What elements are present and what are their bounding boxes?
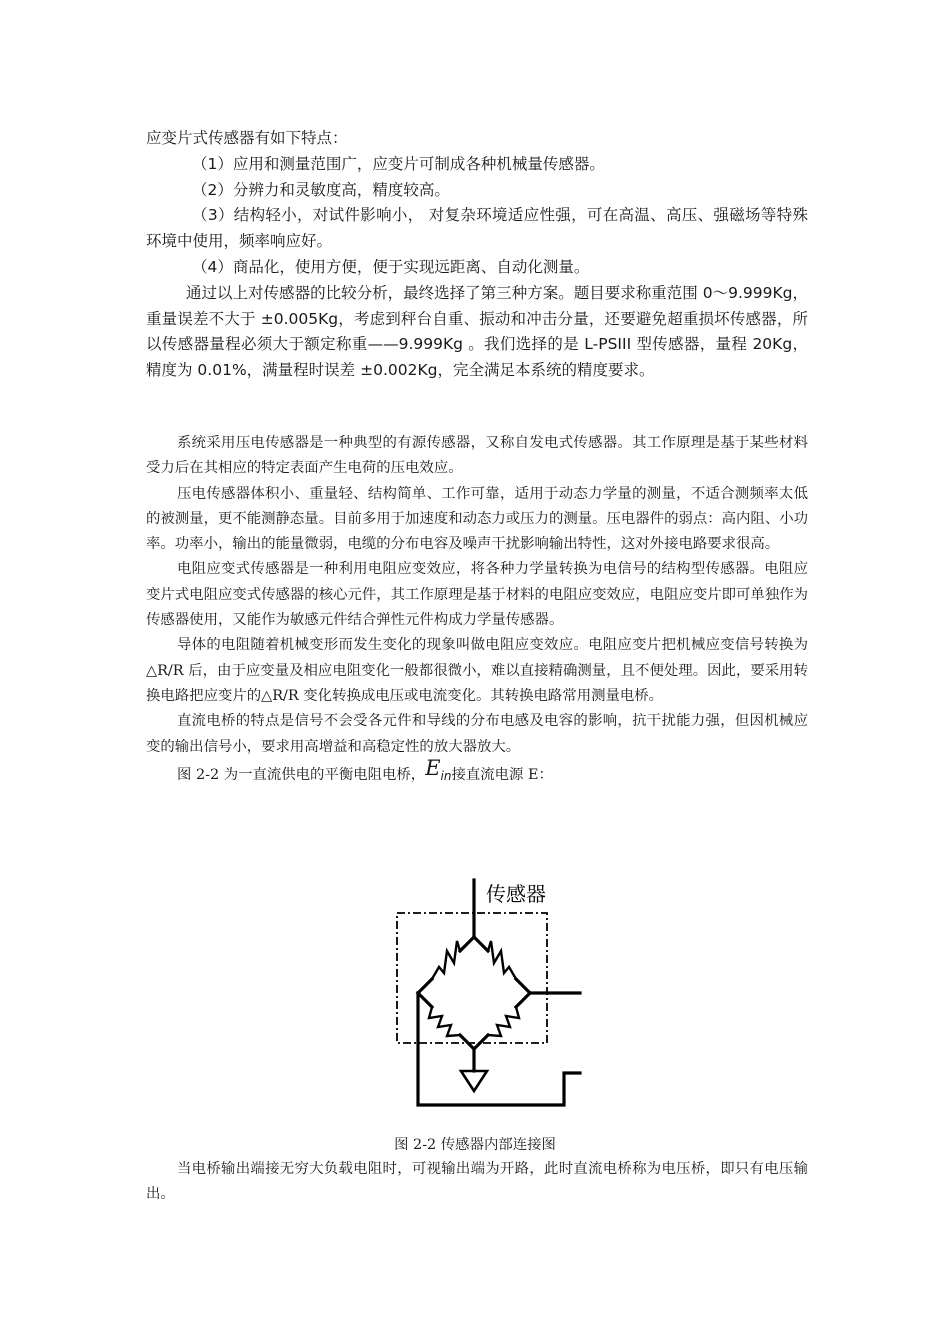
paragraph-dc-bridge: 直流电桥的特点是信号不会受各元件和导线的分布电感及电容的影响，抗干扰能力强，但因机械应变的输出信号小，要求用高增益和高稳定性的放大器放大。: [146, 713, 808, 755]
paragraph-piezo-intro: 系统采用压电传感器是一种典型的有源传感器，又称自发电式传感器。其工作原理是基于某些材料受力后在其相应的特定表面产生电荷的压电效应。: [146, 435, 808, 477]
sensor-bridge-diagram: [0, 875, 950, 1115]
sensor-features-section: [146, 126, 808, 384]
paragraph-strain-gauge: 电阻应变式传感器是一种利用电阻应变效应，将各种力学量转换为电信号的结构型传感器。电阻应变片式电阻应变式传感器的核心元件，其工作原理是基于材料的电阻应变效应，电阻应变片即可单独作为传感器使用，又能作为敏感元件结合弹性元件构成力学量传感器。: [146, 561, 808, 629]
feature-item-1: （1）应用和测量范围广，应变片可制成各种机械量传感器。: [192, 154, 605, 173]
voltage-bridge-section: [146, 1157, 808, 1208]
paragraph-bridge-figure-ref: [146, 755, 808, 793]
sensor-principle-section: [146, 431, 808, 793]
features-heading: 应变片式传感器有如下特点：: [146, 129, 348, 147]
figure-caption: 图 2-2 传感器内部连接图: [394, 1137, 556, 1153]
feature-item-4: （4）商品化，使用方便，便于实现远距离、自动化测量。: [192, 257, 590, 276]
figure-ref-text: 图 2-2 为一直流供电的平衡电阻电桥，: [177, 766, 426, 783]
figure-ref-text-after: 接直流电源 E：: [451, 766, 553, 783]
paragraph-piezo-features: 压电传感器体积小、重量轻、结构简单、工作可靠，适用于动态力学量的测量，不适合测频率太低的被测量，更不能测静态量。目前多用于加速度和动态力或压力的测量。压电器件的弱点：高内阻、小功率。功率小，输出的能量微弱，电缆的分布电容及噪声干扰影响输出特性，这对外接电路要求很高。: [146, 485, 808, 553]
paragraph-voltage-bridge: 当电桥输出端接无穷大负载电阻时，可视输出端为开路，此时直流电桥称为电压桥，即只有电压输出。: [146, 1161, 808, 1203]
paragraph-strain-effect: 导体的电阻随着机械变形而发生变化的现象叫做电阻应变效应。电阻应变片把机械应变信号转换为△R/R 后，由于应变量及相应电阻变化一般都很微小，难以直接精确测量，且不便处理。因此，要采用转换电路把应变片的△R/R 变化转换成电压或电流变化。其转换电路常用测量电桥。: [146, 637, 808, 704]
feature-item-3: （3）结构轻小，对试件影响小， 对复杂环境适应性强，可在高温、高压、强磁场等特殊环境中使用，频率响应好。: [146, 206, 808, 251]
selection-conclusion: 通过以上对传感器的比较分析，最终选择了第三种方案。题目要求称重范围 0～9.999Kg， 重量误差不大于 ±0.005Kg，考虑到秤台自重、振动和冲击分量，还要避免超重损坏传感器，所以传感器量程必须大于额定称重——9.999Kg 。我们选择的是 L-PSIII 型传感器，量程 20Kg， 精度为 0.01%，满量程时误差 ±0.002Kg，完全满足本系统的精度要求。: [146, 283, 808, 380]
feature-item-2: （2）分辨力和灵敏度高，精度较高。: [192, 180, 450, 199]
sensor-label: 传感器: [486, 882, 546, 906]
ein-symbol: $E_{in}$: [425, 755, 452, 784]
